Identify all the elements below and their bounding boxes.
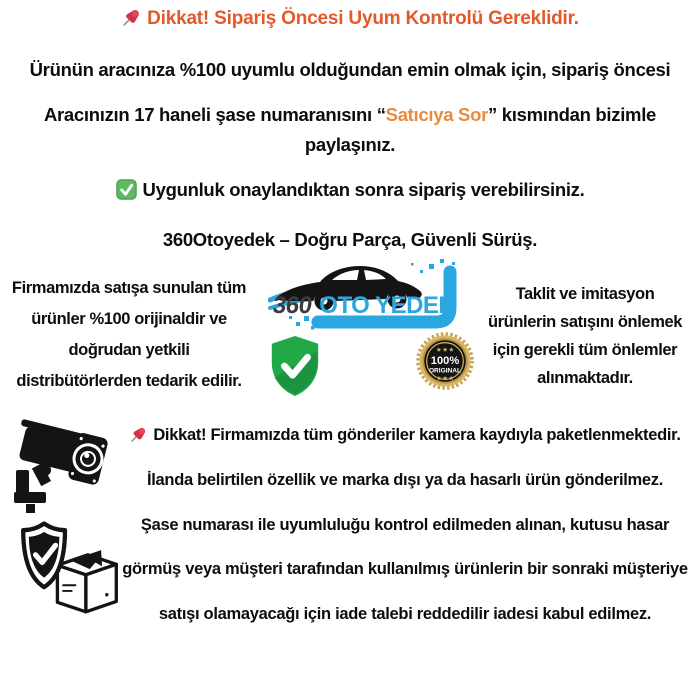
originality-line: Firmamızda satışa sunulan tüm bbox=[11, 279, 247, 297]
anti-counterfeit-line: alınmaktadır. bbox=[537, 369, 633, 387]
intro-line-3: paylaşınız. bbox=[304, 134, 396, 155]
approval-row bbox=[0, 179, 700, 205]
anti-counterfeit-text-block bbox=[470, 280, 700, 392]
logo-wordmark bbox=[256, 292, 472, 320]
ask-seller-highlight: Satıcıya Sor bbox=[385, 104, 488, 125]
camera-notice-line-2: İlanda belirtilen özellik ve marka dışı ya da hasarlı ürün gönderilmez. bbox=[146, 471, 664, 489]
intro-line2-pre: Aracınızın 17 haneli şase numaranısını “ bbox=[43, 104, 386, 125]
originality-line: distribütörlerden tedarik edilir. bbox=[16, 372, 242, 390]
page-title-row bbox=[0, 8, 700, 34]
intro-line2-post: ” kısmından bizimle bbox=[487, 104, 657, 125]
anti-counterfeit-line: Taklit ve imitasyon bbox=[515, 285, 655, 303]
pushpin-icon bbox=[121, 8, 141, 34]
badge-original-text: ORIGINAL bbox=[428, 367, 462, 375]
badge-stars-bottom: ★ ★ ★ bbox=[436, 375, 454, 382]
shield-package-icon bbox=[8, 518, 122, 629]
page-title: Dikkat! Sipariş Öncesi Uyum Kontrolü Gereklidir. bbox=[147, 8, 579, 29]
shield-check-icon bbox=[266, 334, 324, 403]
pushpin-icon bbox=[129, 426, 147, 449]
security-camera-icon bbox=[12, 418, 118, 519]
anti-counterfeit-line: ürünlerin satışını önlemek bbox=[487, 313, 683, 331]
originality-line: ürünler %100 orijinaldir ve bbox=[31, 310, 227, 328]
intro-line-2 bbox=[0, 104, 700, 126]
camera-notice-text: Dikkat! Firmamızda tüm gönderiler kamera kaydıyla paketlenmektedir. bbox=[153, 426, 681, 444]
check-box-icon bbox=[116, 179, 137, 205]
intro-line-1: Ürünün aracınıza %100 uyumlu olduğundan emin olmak için, sipariş öncesi bbox=[29, 59, 671, 80]
brand-tagline: 360Otoyedek – Doğru Parça, Güvenli Sürüş. bbox=[162, 229, 538, 250]
returns-line-2: görmüş veya müşteri tarafından kullanılmış ürünlerin bir sonraki müşteriye bbox=[122, 560, 688, 578]
badge-stars-top: ★ ★ ★ bbox=[436, 347, 454, 354]
brand-logo-area bbox=[256, 256, 472, 416]
approval-text: Uygunluk onaylandıktan sonra sipariş verebilirsiniz. bbox=[142, 179, 585, 200]
anti-counterfeit-line: için gerekli tüm önlemler bbox=[492, 341, 678, 359]
original-badge-icon bbox=[416, 329, 474, 398]
returns-line-3: satışı olamayacağı için iade talebi reddedilir iadesi kabul edilmez. bbox=[158, 605, 652, 623]
returns-line-1: Şase numarası ile uyumluluğu kontrol edilmeden alınan, kutusu hasar bbox=[140, 516, 670, 534]
logo-360-text: 360 bbox=[270, 292, 314, 319]
originality-line: doğrudan yetkili bbox=[68, 341, 190, 359]
badge-percent-text: 100% bbox=[430, 354, 460, 367]
camera-notice-line-1 bbox=[115, 426, 695, 449]
logo-name-text: OTO YEDEK bbox=[319, 292, 456, 319]
originality-text-block bbox=[0, 273, 258, 397]
